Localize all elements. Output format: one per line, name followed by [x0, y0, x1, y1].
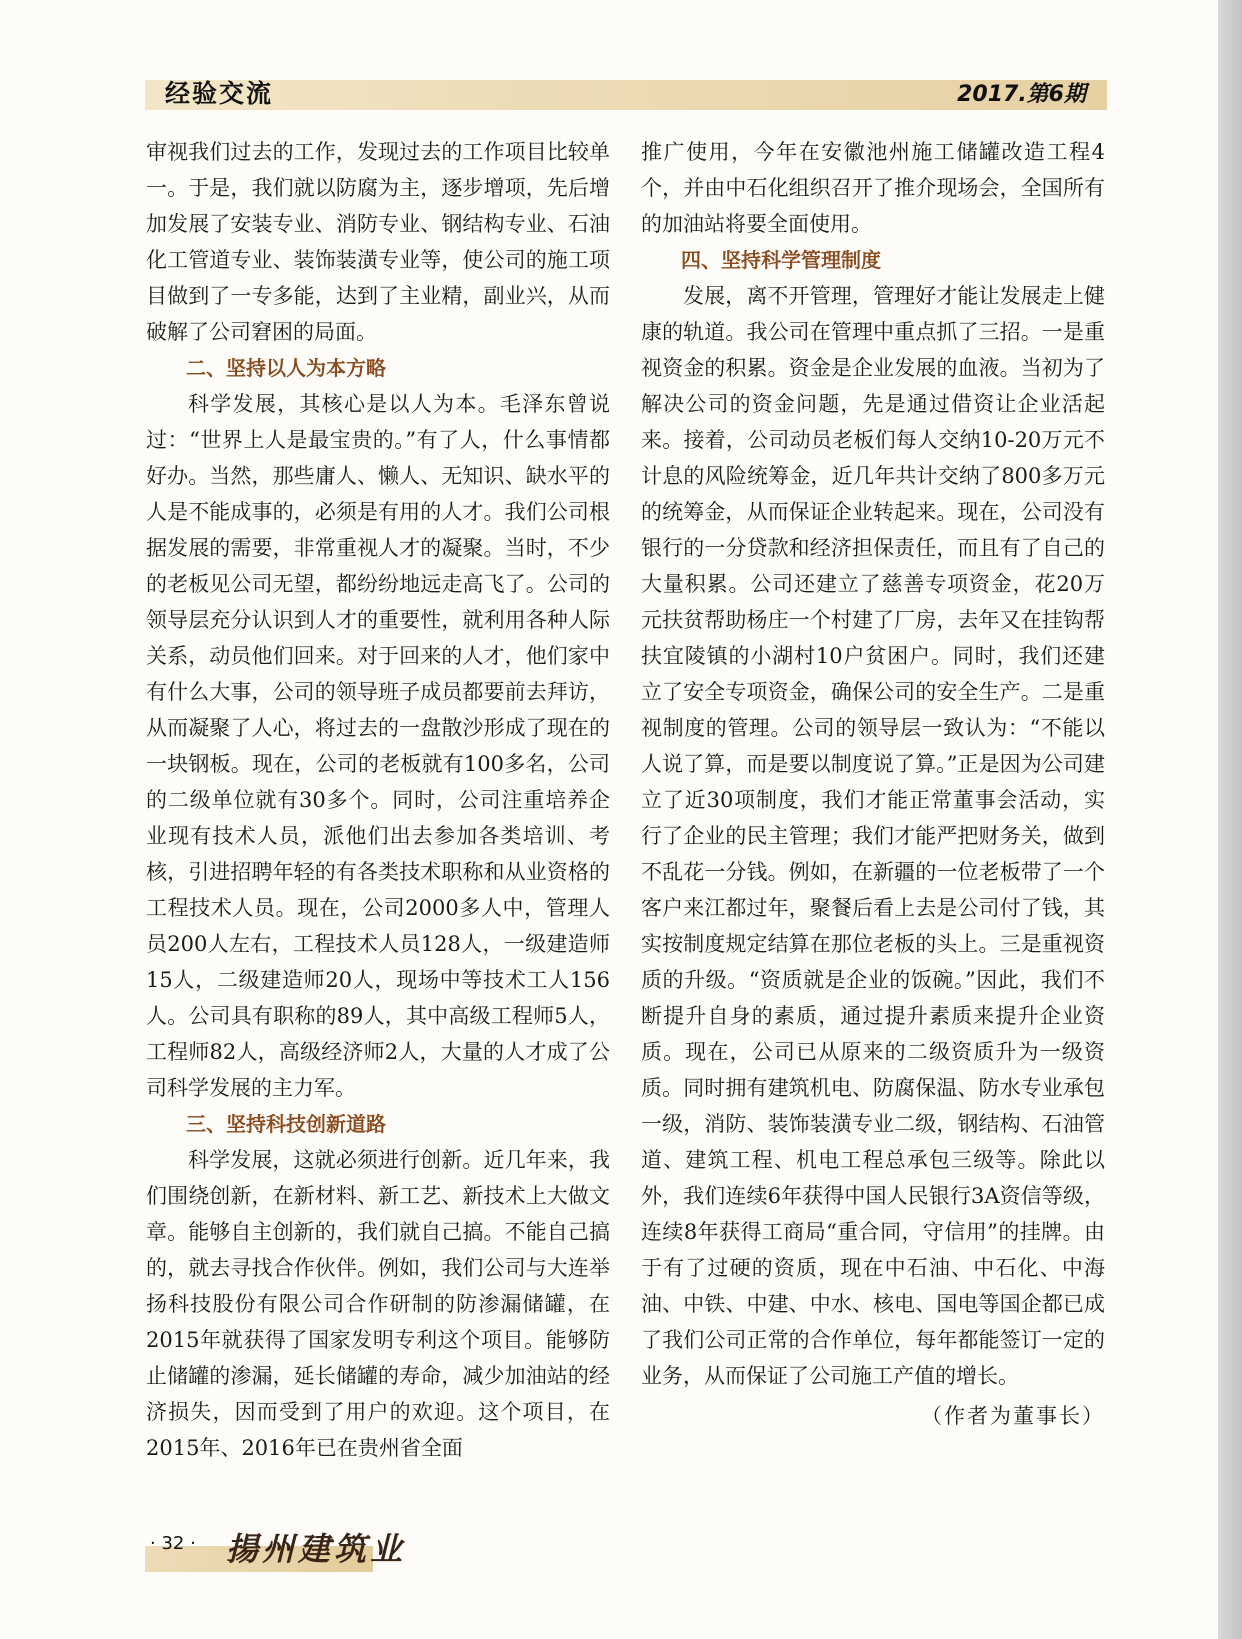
page-stack-edge: [1218, 0, 1242, 1639]
magazine-logo: 揚州建筑业: [226, 1530, 407, 1568]
page-number: · 32 ·: [150, 1533, 196, 1554]
section-title: 经验交流: [165, 79, 274, 108]
paragraph: 科学发展，这就必须进行创新。近几年来，我们围绕创新，在新材料、新工艺、新技术上大做文章。能够自主创新的，我们就自己搞。不能自己搞的，就去寻找合作伙伴。例如，我们公司与大连举扬科技股份有限公司合作研制的防渗漏储罐，在2015年就获得了国家发明专利这个项目。能够防止储罐的渗漏，延长储罐的寿命，减少加油站的经济损失，因而受到了用户的欢迎。这个项目，在2015年、2016年已在贵州省全面: [146, 1148, 610, 1460]
section-heading: 三、坚持科技创新道路: [186, 1112, 386, 1136]
issue-label: 2017.第6期: [957, 82, 1086, 107]
author-note: （作者为董事长）: [921, 1404, 1105, 1428]
paragraph: 发展，离不开管理，管理好才能让发展走上健康的轨道。我公司在管理中重点抓了三招。一是重视资金的积累。资金是企业发展的血液。当初为了解决公司的资金问题，先是通过借资让企业活起来。接着，公司动员老板们每人交纳10-20万元不计息的风险统筹金，近几年共计交纳了800多万元的统筹金，从而保证企业转起来。现在，公司没有银行的一分贷款和经济担保责任，而且有了自己的大量积累。公司还建立了慈善专项资金，花20万元扶贫帮助杨庄一个村建了厂房，去年又在挂钩帮扶宜陵镇的小湖村10户贫困户。同时，我们还建立了安全专项资金，确保公司的安全生产。二是重视制度的管理。公司的领导层一致认为：“不能以人说了算，而是要以制度说了算。”正是因为公司建立了近30项制度，我们才能正常董事会活动，实行了企业的民主管理；我们才能严把财务关，做到不乱花一分钱。例如，在新疆的一位老板带了一个客户来江都过年，聚餐后看上去是公司付了钱，其实按制度规定结算在那位老板的头上。三是重视资质的升级。“资质就是企业的饭碗。”因此，我们不断提升自身的素质，通过提升素质来提升企业资质。现在，公司已从原来的二级资质升为一级资质。同时拥有建筑机电、防腐保温、防水专业承包一级，消防、装饰装潢专业二级，钢结构、石油管道、建筑工程、机电工程总承包三级等。除此以外，我们连续6年获得中国人民银行3A资信等级，连续8年获得工商局“重合同，守信用”的挂牌。由于有了过硬的资质，现在中石油、中石化、中海油、中铁、中建、中水、核电、国电等国企都已成了我们公司正常的合作单位，每年都能签订一定的业务，从而保证了公司施工产值的增长。: [641, 284, 1105, 1388]
section-heading: 四、坚持科学管理制度: [681, 248, 881, 272]
paragraph: 推广使用，今年在安徽池州施工储罐改造工程4个，并由中石化组织召开了推介现场会，全国所有的加油站将要全面使用。: [641, 140, 1105, 236]
section-heading: 二、坚持以人为本方略: [186, 356, 386, 380]
paragraph: 审视我们过去的工作，发现过去的工作项目比较单一。于是，我们就以防腐为主，逐步增项，先后增加发展了安装专业、消防专业、钢结构专业、石油化工管道专业、装饰装潢专业等，使公司的施工项目做到了一专多能，达到了主业精，副业兴，从而破解了公司窘困的局面。: [146, 140, 610, 344]
paragraph: 科学发展，其核心是以人为本。毛泽东曾说过：“世界上人是最宝贵的。”有了人，什么事情都好办。当然，那些庸人、懒人、无知识、缺水平的人是不能成事的，必须是有用的人才。我们公司根据发展的需要，非常重视人才的凝聚。当时，不少的老板见公司无望，都纷纷地远走高飞了。公司的领导层充分认识到人才的重要性，就利用各种人际关系，动员他们回来。对于回来的人才，他们家中有什么大事，公司的领导班子成员都要前去拜访，从而凝聚了人心，将过去的一盘散沙形成了现在的一块钢板。现在，公司的老板就有100多名，公司的二级单位就有30多个。同时，公司注重培养企业现有技术人员，派他们出去参加各类培训、考核，引进招聘年轻的有各类技术职称和从业资格的工程技术人员。现在，公司2000多人中，管理人员200人左右，工程技术人员128人，一级建造师15人，二级建造师20人，现场中等技术工人156人。公司具有职称的89人，其中高级工程师5人，工程师82人，高级经济师2人，大量的人才成了公司科学发展的主力军。: [146, 392, 610, 1100]
right-column: [641, 134, 1105, 1434]
left-column: [146, 134, 610, 1466]
